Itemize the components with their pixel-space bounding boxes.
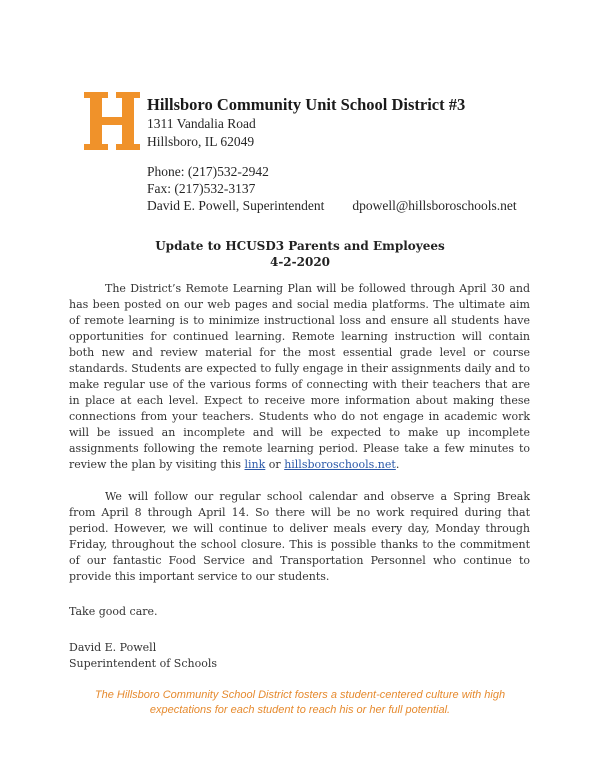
signature-title: Superintendent of Schools bbox=[69, 657, 217, 670]
phone: Phone: (217)532-2942 bbox=[147, 164, 269, 179]
superintendent-line bbox=[147, 197, 517, 214]
plan-link[interactable]: link bbox=[244, 458, 266, 471]
mission-footer bbox=[0, 688, 600, 718]
paragraph-1 bbox=[69, 281, 530, 473]
closing: Take good care. bbox=[69, 605, 158, 618]
paragraph-1-text: The District’s Remote Learning Plan will be followed through April 30 and has been posted on our web pages and social media platforms. The ultimate aim of remote learning is to minimize instructional loss and ensure all students have opportunities for continued learning. Remote learning instruction will contain both new and review material for the most essential grade level or course standards. Students are expected to fully engage in their assignments daily and to make regular use of the various forms of connecting with their teachers that are in place at each level. Expect to receive more information about making these connections from your teachers. Students who do not engage in academic work will be issued an incomplete and will be expected to make up incomplete assignments following the remote learning period. Please take a few minutes to review the plan by visiting this bbox=[69, 282, 530, 471]
address-line-1: 1311 Vandalia Road bbox=[147, 116, 256, 131]
paragraph-2: We will follow our regular school calendar and observe a Spring Break from April 8 through April 14. So there will be no work required during that period. However, we will continue to deliver meals every day, Monday through Friday, throughout the school closure. This is possible thanks to the commitment of our fantastic Food Service and Transportation Personnel who continue to provide this important service to our students. bbox=[69, 490, 530, 583]
footer-line-1: The Hillsboro Community School District fosters a student-centered culture with high bbox=[94, 689, 506, 701]
letterhead bbox=[147, 95, 465, 151]
period: . bbox=[395, 458, 400, 471]
fax: Fax: (217)532-3137 bbox=[147, 181, 256, 196]
superintendent-email: dpowell@hillsboroschools.net bbox=[352, 198, 517, 213]
letter-body bbox=[69, 281, 530, 585]
contact-block bbox=[147, 163, 517, 214]
title-date: 4-2-2020 bbox=[269, 255, 331, 269]
district-name: Hillsboro Community Unit School District #3 bbox=[147, 95, 466, 114]
footer-line-2: expectations for each student to reach his or her full potential. bbox=[149, 704, 451, 716]
website-link[interactable]: hillsboroschools.net bbox=[284, 458, 396, 471]
district-logo bbox=[84, 88, 140, 150]
signature-name: David E. Powell bbox=[69, 641, 157, 654]
address-line-2: Hillsboro, IL 62049 bbox=[147, 134, 255, 149]
or-text: or bbox=[265, 458, 285, 471]
superintendent-name: David E. Powell, Superintendent bbox=[147, 198, 325, 213]
signature-block bbox=[69, 640, 217, 672]
letter-title bbox=[0, 238, 600, 270]
title-heading: Update to HCUSD3 Parents and Employees bbox=[155, 239, 445, 253]
